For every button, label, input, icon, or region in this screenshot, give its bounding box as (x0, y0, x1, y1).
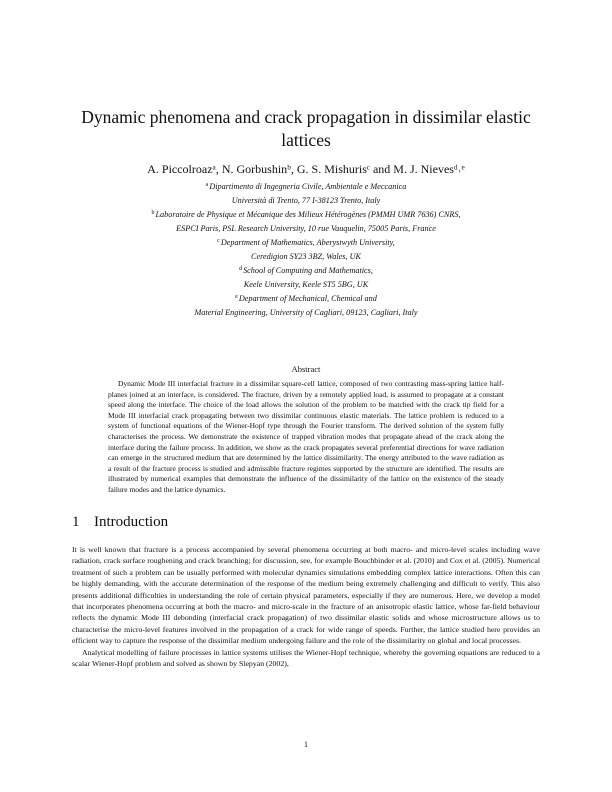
paper-title: Dynamic phenomena and crack propagation in dissimilar elastic lattices (81, 107, 531, 150)
paragraph-1: It is well known that fracture is a process accompanied by several phenomena occurring at both macro- and micro-level scales including wave radiation, crack surface roughening and crack branching; for discussion, see, for example Bouchbinder et al. (2010) and Cox et al. (2005). Numerical treatment of such a problem can be usually performed with molecular dynamics simulations embedding complex lattice interactions. Often this can be highly demanding, with the accurate determination of the response of the medium being extremely challenging and difficult to verify. This also presents additional difficulties in understanding the role of certain physical parameters, especially if they are numerous. Here, we develop a model that incorporates phenomena occurring at both the macro- and micro-scale in the fracture of an anisotropic elastic lattice, whose far-field behaviour reflects the dynamic Mode III debonding (interfacial crack propagation) of two dissimilar elastic solids and whose microstructure allows us to characterise the micro-level features involved in the propagation of a crack for wide range of speeds. Further, the lattice studied here provides an efficient way to capture the response of the dissimilar medium undergoing failure and the role of the dissimilarity on global and local processes. (72, 545, 540, 646)
affiliations (50, 179, 562, 319)
affiliation-e-line2: Material Engineering, University of Cagliari, 09123, Cagliari, Italy (194, 307, 418, 317)
affiliation-e-mark: e (235, 294, 238, 300)
affiliation-c-line1: $^c$Department of Mathematics, Aberystwyth University, (217, 238, 395, 247)
abstract-text: Dynamic Mode III interfacial fracture in a dissimilar square-cell lattice, composed of two contrasting mass-spring lattice half-planes joined at an interface, is considered. The fracture, driven by a remotely applied load, is assumed to propagate at a constant speed along the interface. The choice of the load allows the solution of the problem to be matched with the crack tip field for a Mode III interfacial crack propagating between two dissimilar continuous elastic materials. The lattice problem is reduced to a system of functional equations of the Wiener-Hopf type through the Fourier transform. The derived solution of the system fully characterises the process. We demonstrate the existence of trapped vibration modes that propagate ahead of the crack along the interface during the failure process. In addition, we show as the crack propagates several preferential directions for wave radiation can emerge in the structured medium that are determined by the lattice dissimilarity. The energy attributed to the wave radiation as a result of the fracture process is studied and admissible fracture regimes supported by the structure are identified. The results are illustrated by numerical examples that demonstrate the influence of the dissimilarity of the lattice on the existence of the steady failure modes and the lattice dynamics. (108, 379, 504, 494)
section-number: 1 (72, 514, 80, 530)
section-heading (72, 514, 168, 531)
affiliation-d-line2: Keele University, Keele ST5 5BG, UK (243, 279, 369, 289)
page-number: 1 (304, 740, 308, 749)
affiliation-a-line2: Università di Trento, 77 I-38123 Trento, Italy (231, 195, 381, 205)
affiliation-d-line1: $^d$School of Computing and Mathematics, (239, 266, 373, 275)
affiliation-a-mark: a (205, 182, 209, 188)
author-list: A. Piccolroazᵃ, N. Gorbushinᵇ, G. S. Mishurisᶜ and M. J. Nievesᵈ˒ᵉ (147, 162, 465, 176)
affiliation-a-line1: $^a$Dipartimento di Ingegneria Civile, Ambientale e Meccanica (205, 182, 407, 191)
affiliation-b-line2: ESPCI Paris, PSL Research University, 10 rue Vauquelin, 75005 Paris, France (176, 223, 436, 233)
affiliation-b-line1: $^b$Laboratoire de Physique et Mécanique des Milieux Hétérogènes (PMMH UMR 7636) CNRS, (151, 210, 461, 219)
section-title: Introduction (94, 514, 169, 530)
abstract-heading: Abstract (291, 364, 321, 374)
affiliation-d-mark: d (239, 266, 243, 272)
affiliation-b-mark: b (151, 210, 155, 216)
affiliation-c-line2: Ceredigion SY23 3BZ, Wales, UK (251, 251, 361, 261)
affiliation-c-mark: c (217, 238, 220, 244)
affiliation-e-line1: $^e$Department of Mechanical, Chemical and (235, 294, 377, 303)
paragraph-2: Analytical modelling of failure processes in lattice systems utilises the Wiener-Hopf technique, whereby the governing equations are reduced to a scalar Wiener-Hopf problem and solved as shown by Slepyan (2002), (72, 647, 540, 669)
body-text (72, 544, 540, 669)
